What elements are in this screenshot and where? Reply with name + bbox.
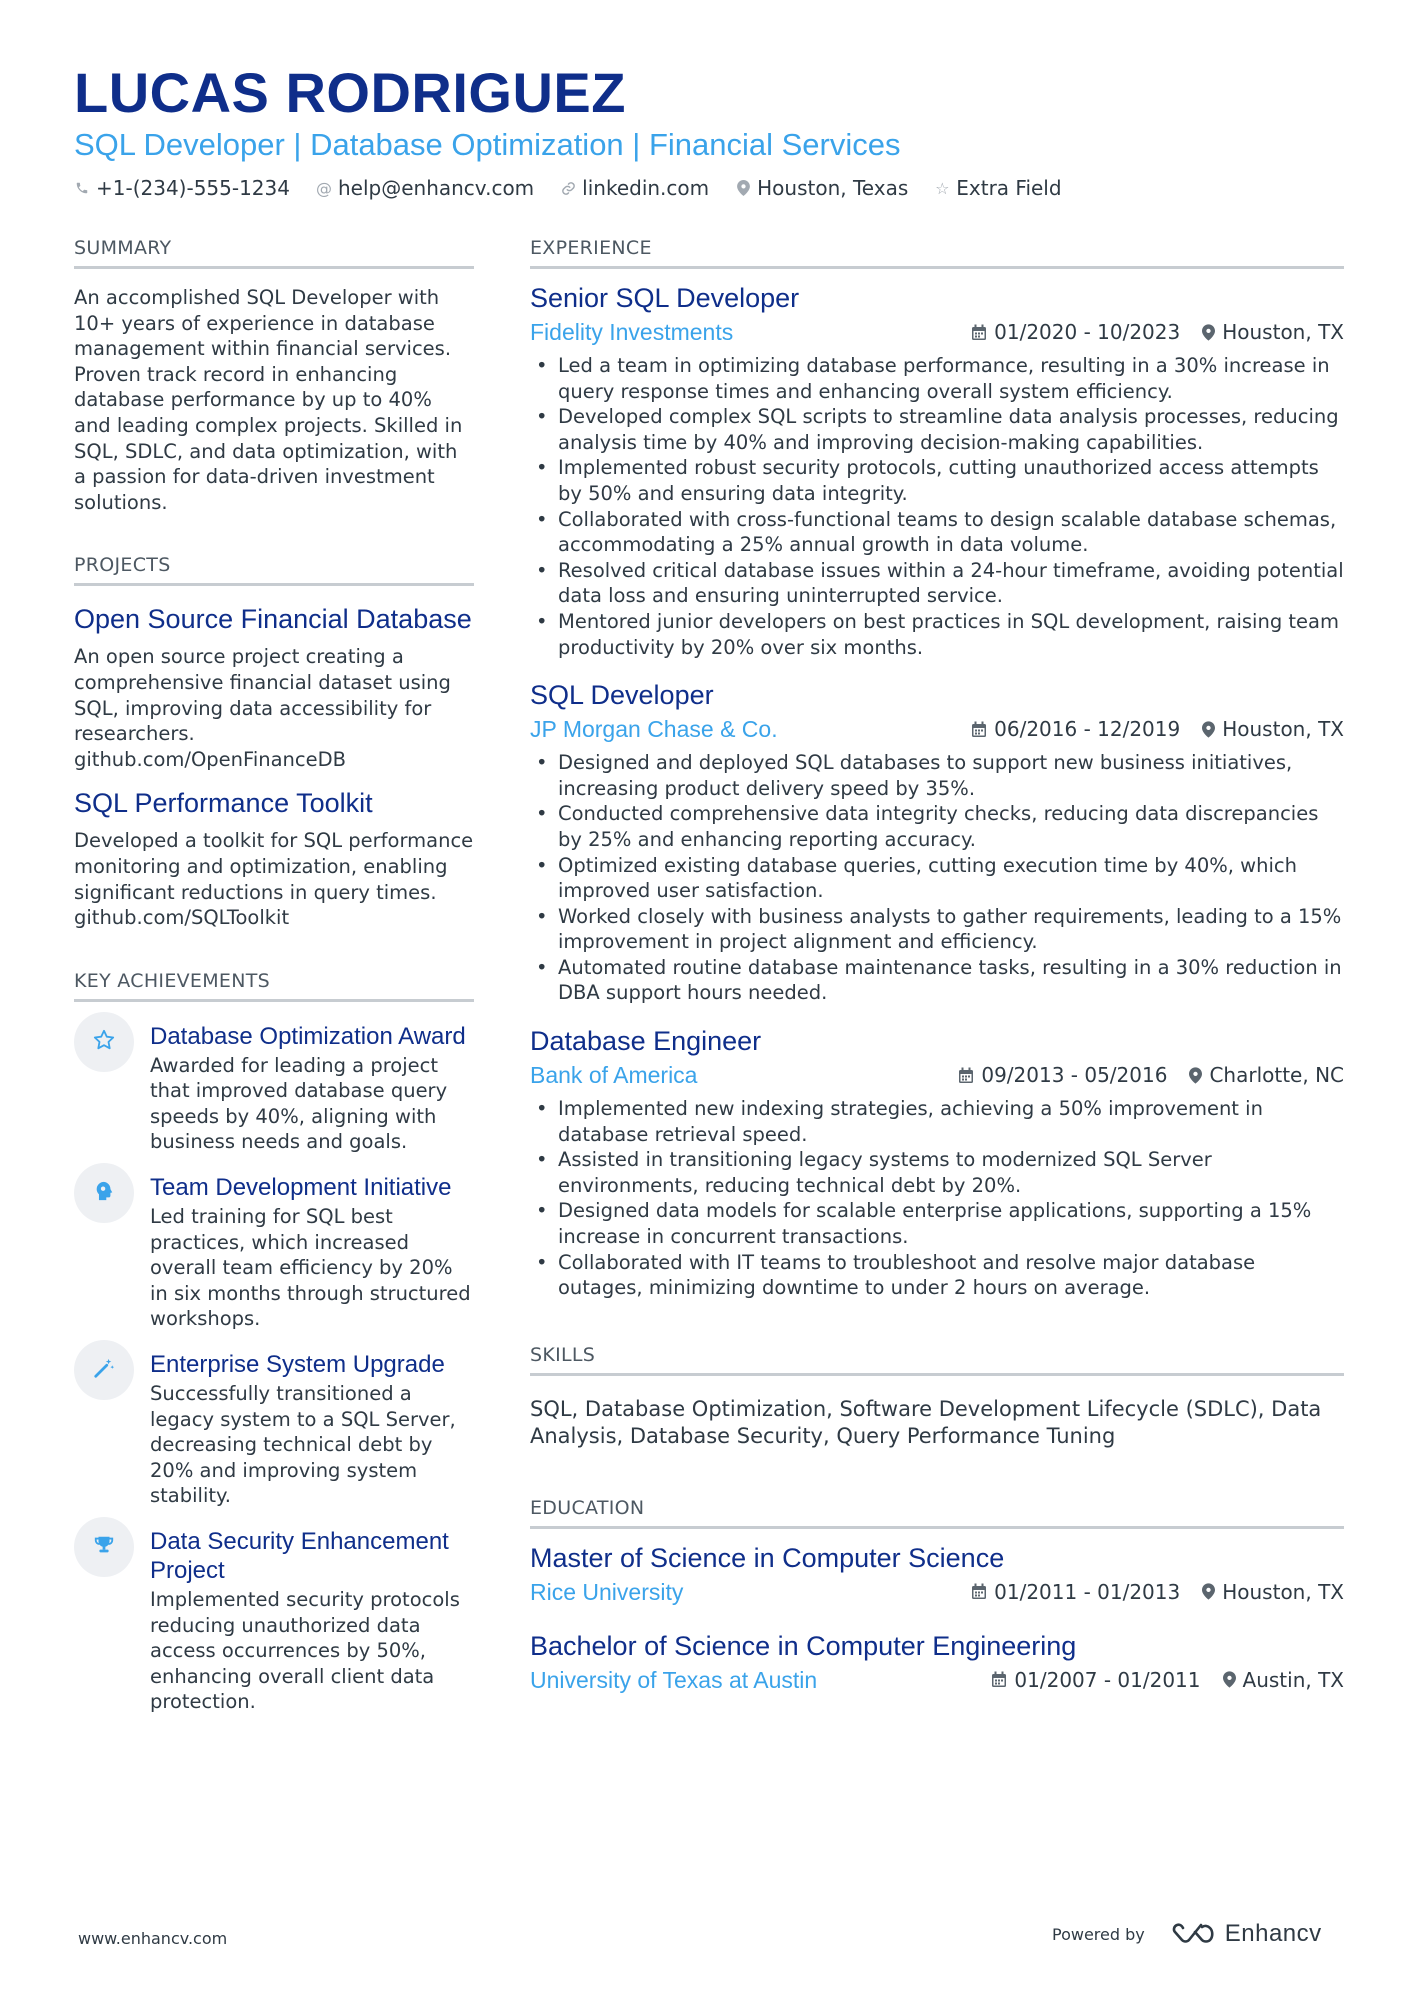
job-meta [949,320,1344,344]
project-title: SQL Performance Toolkit [74,788,373,819]
job-entry [530,1024,1344,1301]
job-dates [971,320,1180,344]
projects-heading: PROJECTS [74,553,474,586]
contact-bar [74,176,1344,200]
degree-title: Bachelor of Science in Computer Engineering [530,1630,1077,1661]
footer-website[interactable]: www.enhancv.com [78,1929,228,1948]
education-meta-row [530,1577,1344,1607]
summary-heading: SUMMARY [74,236,474,269]
job-meta-row [530,1060,1344,1090]
achievement-icon-wrap [74,1517,134,1577]
project-item [74,602,474,772]
left-column [74,236,474,1733]
calendar-icon [971,721,987,738]
footer-branding[interactable] [1052,1920,1322,1948]
phone-icon [74,181,90,195]
location-icon [735,180,751,196]
link-icon [560,181,576,196]
trophy-icon [93,1534,115,1560]
education-dates-text: 01/2007 - 01/2011 [1014,1667,1201,1692]
achievement-title: Team Development Initiative [150,1174,452,1202]
achievement-body [150,1350,474,1509]
list-item: • Led a team in optimizing database performance, resulting in a 30% increase in query response times and enhancing overall system efficiency. [558,353,1344,404]
calendar-icon [958,1067,974,1084]
candidate-name: LUCAS RODRIGUEZ [74,61,626,124]
calendar-icon [971,324,987,341]
contact-phone-text: +1-(234)-555-1234 [96,176,290,200]
job-bullets [530,750,1344,1006]
list-item: • Implemented robust security protocols, cutting unauthorized access attempts by 50% and ensuring data integrity. [558,455,1344,506]
achievement-item [74,1527,474,1715]
list-item: • Optimized existing database queries, cutting execution time by 40%, which improved user satisfaction. [558,853,1344,904]
achievement-description: Awarded for leading a project that improved database query speeds by 40%, aligning with business needs and goals. [150,1053,448,1154]
job-dates [958,1063,1167,1087]
education-dates [991,1668,1200,1692]
achievement-description: Implemented security protocols reducing unauthorized data access occurrences by 50%, enhancing overall client data protection. [150,1588,460,1714]
job-meta-row [530,317,1344,347]
location-icon [1189,1067,1202,1084]
education-dates [971,1580,1180,1604]
job-meta-row [530,714,1344,744]
list-item: • Mentored junior developers on best practices in SQL development, raising team productivity by 20% over six months. [558,609,1344,660]
achievement-body [150,1022,474,1155]
school-name: University of Texas at Austin [530,1666,818,1693]
job-location-text: Charlotte, NC [1209,1063,1344,1088]
job-dates [971,717,1180,741]
job-location [1202,717,1344,741]
job-location-text: Houston, TX [1222,320,1344,344]
projects-section [74,553,474,930]
contact-linkedin-text: linkedin.com [582,176,710,200]
job-bullets [530,353,1344,660]
job-bullets [530,1096,1344,1301]
education-item [530,1541,1344,1607]
list-item: • Collaborated with cross-functional teams to design scalable database schemas, accommodating a 25% annual growth in data volume. [558,507,1344,558]
achievement-icon-wrap [74,1012,134,1072]
contact-email-text: help@enhancv.com [337,176,535,200]
location-icon [1202,1583,1215,1600]
project-item [74,786,474,930]
head-icon [93,1180,115,1206]
job-dates-text: 01/2020 - 10/2023 [994,320,1181,344]
powered-by-text: Powered by [1052,1924,1145,1944]
location-icon [1202,324,1215,341]
degree-title: Master of Science in Computer Science [530,1542,1005,1573]
list-item: • Developed complex SQL scripts to streamline data analysis processes, reducing analysis time by 40% and improving decision-making capabilities. [558,404,1344,455]
list-item: • Automated routine database maintenance tasks, resulting in a 30% reduction in DBA support hours needed. [558,955,1344,1006]
at-icon: @ [315,178,332,198]
calendar-icon [991,1671,1007,1688]
company-name: Bank of America [530,1062,698,1089]
achievement-title: Database Optimization Award [150,1022,466,1050]
list-item: • Conducted comprehensive data integrity checks, reducing data discrepancies by 25% and enhancing reporting accuracy. [558,801,1344,852]
achievement-body [150,1527,474,1715]
achievement-description: Led training for SQL best practices, which increased overall team efficiency by 20% in six months through structured workshops. [150,1205,471,1331]
contact-extra-text: Extra Field [956,176,1062,200]
education-dates-text: 01/2011 - 01/2013 [994,1579,1181,1604]
skills-heading: SKILLS [530,1343,1344,1376]
star-icon [92,1028,116,1056]
experience-section [530,236,1344,1301]
achievement-title: Enterprise System Upgrade [150,1351,445,1379]
summary-section [74,236,474,515]
enhancv-logo-icon [1171,1920,1217,1948]
star-icon: ☆ [935,178,950,198]
contact-location-text: Houston, Texas [757,176,909,200]
list-item: • Worked closely with business analysts to gather requirements, leading to a 15% improvement in project alignment and efficiency. [558,904,1344,955]
skills-section [530,1343,1344,1450]
list-item: • Designed and deployed SQL databases to support new business initiatives, increasing product delivery speed by 35%. [558,750,1344,801]
company-name: Fidelity Investments [530,319,734,345]
education-meta [969,1668,1344,1692]
education-location [1223,1668,1344,1692]
project-link[interactable]: github.com/OpenFinanceDB [74,747,347,771]
education-heading: EDUCATION [530,1496,1344,1529]
list-item: • Assisted in transitioning legacy systems to modernized SQL Server environments, reducing technical debt by 20%. [558,1147,1344,1198]
brand-name: Enhancv [1224,1920,1322,1947]
resume-header [74,62,1344,200]
job-title: Senior SQL Developer [530,283,800,313]
job-meta [936,1063,1344,1087]
project-link[interactable]: github.com/SQLToolkit [74,906,290,930]
job-title: SQL Developer [530,680,714,711]
contact-linkedin[interactable] [560,176,709,200]
project-description: Developed a toolkit for SQL performance monitoring and optimization, enabling significant reductions in query times. [74,829,474,904]
contact-phone[interactable] [74,176,290,200]
job-dates-text: 09/2013 - 05/2016 [981,1063,1168,1088]
achievement-title: Data Security Enhancement Project [150,1528,449,1584]
achievement-icon-wrap [74,1340,134,1400]
job-meta [949,717,1344,741]
right-column [530,236,1344,1695]
achievements-heading: KEY ACHIEVEMENTS [74,969,474,1002]
achievement-body [150,1173,474,1332]
education-section [530,1496,1344,1695]
job-entry [530,281,1344,660]
job-location-text: Houston, TX [1222,717,1344,742]
calendar-icon [971,1583,987,1600]
education-location-text: Austin, TX [1242,1667,1344,1692]
project-description: An open source project creating a comprehensive financial dataset using SQL, improving data accessibility for researchers. [74,645,451,746]
school-name: Rice University [530,1578,684,1605]
job-entry [530,678,1344,1006]
contact-location [735,176,908,200]
contact-extra [934,176,1061,200]
education-item [530,1629,1344,1695]
achievement-icon-wrap [74,1163,134,1223]
job-location [1189,1063,1344,1087]
location-icon [1223,1671,1236,1688]
skills-text: SQL, Database Optimization, Software Development Lifecycle (SDLC), Data Analysis, Database Security, Query Performance Tuning [530,1396,1322,1448]
education-meta-row [530,1665,1344,1695]
list-item: • Resolved critical database issues within a 24-hour timeframe, avoiding potential data loss and ensuring uninterrupted service. [558,558,1344,609]
achievement-item [74,1350,474,1509]
job-location [1202,320,1344,344]
contact-email[interactable] [316,176,534,200]
achievements-section [74,969,474,1715]
project-title: Open Source Financial Database [74,604,472,635]
education-location-text: Houston, TX [1222,1579,1344,1604]
experience-heading: EXPERIENCE [530,236,1344,269]
candidate-tagline: SQL Developer | Database Optimization | Financial Services [74,127,901,162]
location-icon [1202,721,1215,738]
achievement-description: Successfully transitioned a legacy system to a SQL Server, decreasing technical debt by 20% and improving system stability. [150,1382,456,1508]
achievement-item [74,1022,474,1155]
list-item: • Designed data models for scalable enterprise applications, supporting a 15% increase in concurrent transactions. [558,1198,1344,1249]
job-dates-text: 06/2016 - 12/2019 [994,717,1181,742]
job-title: Database Engineer [530,1026,762,1057]
company-name: JP Morgan Chase & Co. [530,716,778,743]
list-item: • Implemented new indexing strategies, achieving a 50% improvement in database retrieval speed. [558,1096,1344,1147]
education-meta [949,1580,1344,1604]
list-item: • Collaborated with IT teams to troubleshoot and resolve major database outages, minimizing downtime to under 2 hours on average. [558,1250,1344,1301]
education-location [1202,1580,1344,1604]
achievement-item [74,1173,474,1332]
wand-icon [93,1357,115,1383]
summary-text: An accomplished SQL Developer with 10+ years of experience in database management within financial services. Proven track record in enhancing database performance by up to 40% and leading complex projects. Skilled in SQL, SDLC, and data optimization, with a passion for data-driven investment solutions. [74,286,463,514]
